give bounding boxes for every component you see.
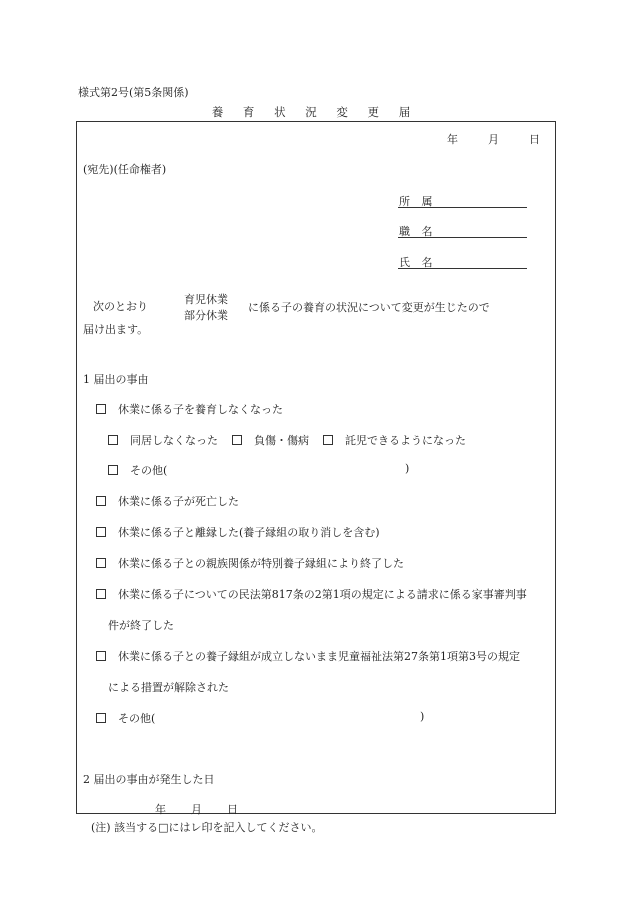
checkbox[interactable]	[108, 435, 118, 445]
section1-heading: 1 届出の事由	[83, 373, 149, 386]
date-day-label: 日	[529, 133, 540, 146]
reason-label: その他(	[118, 712, 156, 725]
addressee: (宛先)(任命権者)	[83, 163, 167, 176]
sub-reason-label: 負傷・傷病	[254, 434, 309, 447]
occurrence-day-label: 日	[227, 803, 238, 816]
reason-label: 休業に係る子との親族関係が特別養子縁組により終了した	[118, 557, 404, 570]
reason-other	[96, 710, 155, 726]
statement-line2: 届け出ます。	[83, 323, 149, 336]
submission-date	[447, 131, 540, 147]
form-title: 養 育 状 況 変 更 届	[211, 105, 419, 119]
sub-reason-label: 同居しなくなった	[130, 434, 218, 447]
checkbox[interactable]	[323, 435, 333, 445]
checkbox[interactable]	[96, 651, 106, 661]
name-label: 氏 名	[399, 256, 437, 269]
reason-label-continued: による措置が解除された	[108, 681, 229, 694]
reason-measure-lifted	[96, 648, 520, 664]
checkbox[interactable]	[96, 558, 106, 568]
occurrence-month-label: 月	[191, 803, 202, 816]
statement-prefix: 次のとおり	[93, 300, 148, 313]
sub-reasons	[108, 432, 466, 448]
statement-suffix: に係る子の養育の状況について変更が生じたので	[248, 301, 490, 314]
checkbox[interactable]	[96, 527, 106, 537]
form-number-label: 様式第2号(第5条関係)	[78, 86, 189, 99]
sub-reason-label: その他(	[130, 464, 168, 477]
reason-label: 休業に係る子との養子縁組が成立しないまま児童福祉法第27条第1項第3号の規定	[118, 650, 520, 663]
position-field[interactable]	[398, 237, 527, 238]
name-field[interactable]	[398, 268, 527, 269]
checkbox[interactable]	[96, 496, 106, 506]
section2-heading: 2 届出の事由が発生した日	[83, 773, 215, 786]
checkbox[interactable]	[96, 404, 106, 414]
footnote: (注) 該当する□にはレ印を記入してください。	[91, 821, 323, 834]
sub-reason-label: 託児できるようになった	[345, 434, 466, 447]
checkbox[interactable]	[232, 435, 242, 445]
affiliation-field[interactable]	[398, 207, 527, 208]
checkbox[interactable]	[96, 589, 106, 599]
sub-reason-other	[108, 462, 167, 478]
occurrence-date	[155, 801, 238, 817]
checkbox[interactable]	[96, 713, 106, 723]
form-box	[76, 121, 556, 814]
sub-other-close: )	[405, 462, 410, 475]
checkbox[interactable]	[108, 465, 118, 475]
reason-label-continued: 件が終了した	[108, 619, 174, 632]
reason-label: 休業に係る子と離縁した(養子縁組の取り消しを含む)	[118, 526, 380, 539]
leave-type-choice	[184, 292, 228, 324]
reason-death	[96, 493, 239, 509]
reason-label: 休業に係る子が死亡した	[118, 495, 239, 508]
reason-other-close: )	[420, 710, 425, 723]
reason-no-longer-raising	[96, 401, 283, 417]
option-partial-leave: 部分休業	[184, 309, 228, 322]
reason-family-court	[96, 586, 527, 602]
date-month-label: 月	[488, 133, 499, 146]
reason-label: 休業に係る子を養育しなくなった	[118, 403, 283, 416]
reason-label: 休業に係る子についての民法第817条の2第1項の規定による請求に係る家事審判事	[118, 588, 527, 601]
position-label: 職 名	[399, 225, 437, 238]
reason-special-adoption	[96, 555, 404, 571]
occurrence-year-label: 年	[155, 803, 166, 816]
affiliation-label: 所 属	[399, 195, 437, 208]
option-childcare-leave: 育児休業	[184, 293, 228, 306]
reason-dissolution	[96, 524, 380, 540]
date-year-label: 年	[447, 133, 458, 146]
